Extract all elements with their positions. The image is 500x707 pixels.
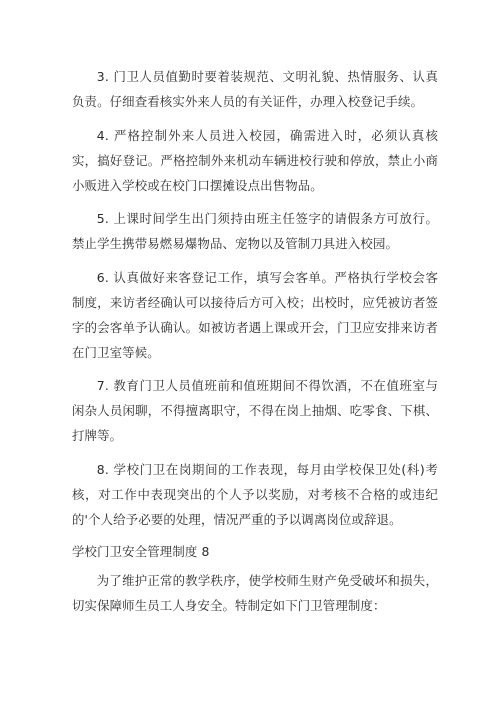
paragraph-rule-7: 7. 教育门卫人员值班前和值班期间不得饮酒，不在值班室与闲杂人员闲聊，不得擅离职守，不得在岗上抽烟、吃零食、下棋、打牌等。	[72, 378, 438, 443]
paragraph-rule-8: 8. 学校门卫在岗期间的工作表现，每月由学校保卫处(科)考核，对工作中表现突出的个人予以奖励，对考核不合格的或违纪的'个人给予必要的处理，情况严重的予以调离岗位或辞退。	[72, 461, 438, 527]
paragraph-rule-3: 3. 门卫人员值勤时要着装规范、文明礼貌、热情服务、认真负责。仔细查看核实外来人员的有关证件，办理入校登记手续。	[72, 69, 438, 109]
paragraph-rule-4: 4. 严格控制外来人员进入校园，确需进入时，必须认真核实，搞好登记。严格控制外来机动车辆进校行驶和停放，禁止小商小贩进入学校或在校门口摆摊设点出售物品。	[72, 127, 438, 193]
intro-paragraph: 为了维护正常的教学秩序，使学校师生财产免受破坏和损失，切实保障师生员工人身安全。特制定如下门卫管理制度：	[72, 573, 438, 613]
paragraph-rule-5: 5. 上课时间学生出门须持由班主任签字的请假条方可放行。禁止学生携带易燃易爆物品、宠物以及管制刀具进入校园。	[72, 211, 438, 251]
paragraph-rule-6: 6. 认真做好来客登记工作，填写会客单。严格执行学校会客制度，来访者经确认可以接待后方可入校；出校时，应凭被访者签字的会客单予认确认。如被访者遇上课或开会，门卫应安排来访者在门卫室等候。	[72, 269, 438, 360]
document-page	[72, 64, 438, 627]
section-title: 学校门卫安全管理制度 8	[72, 544, 210, 559]
